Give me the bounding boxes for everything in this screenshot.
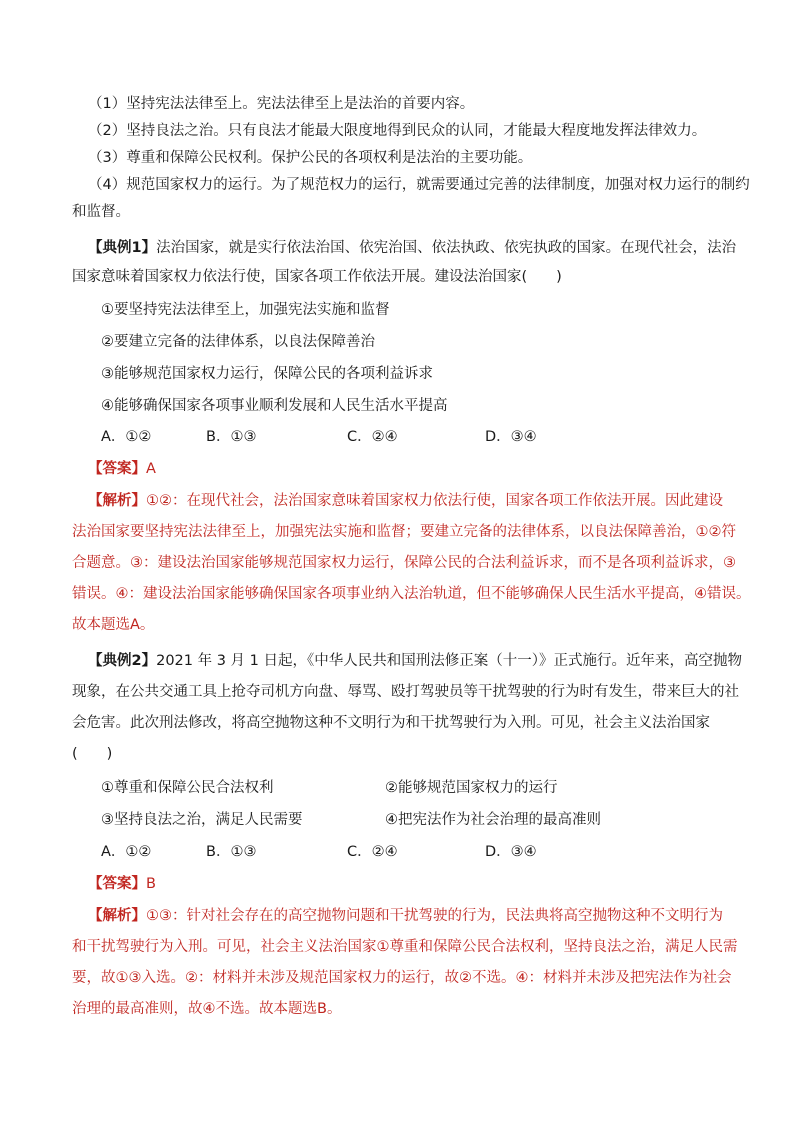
example1-stem-line1: 【典例1】法治国家，就是实行依法治国、依宪治国、依法执政、依宪执政的国家。在现代社会，法治	[88, 240, 737, 256]
example2-analysis-line4: 治理的最高准则，故④不选。故本题选B。	[72, 1001, 342, 1017]
point-4: （4）规范国家权力的运行。为了规范权力的运行，就需要通过完善的法律制度，加强对权力运行的制约	[88, 177, 750, 193]
example2-option-c: C．②④	[347, 844, 398, 860]
example2-statement-2: ②能够规范国家权力的运行	[385, 780, 558, 796]
example2-option-d: D．③④	[485, 844, 537, 860]
example1-statement-1: ①要坚持宪法法律至上，加强宪法实施和监督	[101, 302, 390, 318]
example1-analysis-line5: 故本题选A。	[72, 617, 155, 633]
example1-statement-3: ③能够规范国家权力运行，保障公民的各项利益诉求	[101, 366, 433, 382]
point-3: （3）尊重和保障公民权利。保护公民的各项权利是法治的主要功能。	[88, 150, 533, 166]
example2-analysis-tag: 【解析】	[88, 908, 146, 924]
example1-tag: 【典例1】	[88, 240, 157, 256]
example1-analysis-line1: 【解析】①②：在现代社会，法治国家意味着国家权力依法行使，国家各项工作依法开展。因此建设	[88, 493, 723, 509]
example2-stem-line2: 现象，在公共交通工具上抢夺司机方向盘、辱骂、殴打驾驶员等干扰驾驶的行为时有发生，带来巨大的社	[72, 684, 739, 700]
example1-answer-value: A	[146, 461, 156, 477]
example2-stem-line3: 会危害。此次刑法修改，将高空抛物这种不文明行为和干扰驾驶行为入刑。可见，社会主义法治国家	[72, 715, 710, 731]
example1-analysis-tag: 【解析】	[88, 493, 146, 509]
example2-statement-4: ④把宪法作为社会治理的最高准则	[385, 812, 601, 828]
example2-answer-value: B	[146, 876, 156, 892]
example2-analysis-line2: 和干扰驾驶行为入刑。可见，社会主义法治国家①尊重和保障公民合法权利，坚持良法之治，满足人民需	[72, 939, 738, 955]
example2-stem-line1: 【典例2】2021 年 3 月 1 日起，《中华人民共和国刑法修正案（十一）》正式施行。近年来，高空抛物	[88, 653, 742, 669]
example1-analysis-line4: 错误。④：建设法治国家能够确保国家各项事业纳入法治轨道，但不能够确保人民生活水平提高，④错误。	[72, 586, 751, 602]
example1-option-c: C．②④	[347, 429, 398, 445]
example2-analysis-line3: 要，故①③入选。②：材料并未涉及规范国家权力的运行，故②不选。④：材料并未涉及把宪法作为社会	[72, 970, 732, 986]
example1-answer-tag: 【答案】	[88, 461, 146, 477]
point-2: （2）坚持良法之治。只有良法才能最大限度地得到民众的认同，才能最大程度地发挥法律效力。	[88, 123, 707, 139]
example2-statement-1: ①尊重和保障公民合法权利	[101, 780, 274, 796]
example2-stem-line4: ( )	[72, 746, 113, 762]
example1-stem-line2: 国家意味着国家权力依法行使，国家各项工作依法开展。建设法治国家( )	[72, 269, 562, 285]
point-1: （1）坚持宪法法律至上。宪法法律至上是法治的首要内容。	[88, 96, 475, 112]
example1-answer	[88, 459, 156, 479]
example2-analysis-line1: 【解析】①③：针对社会存在的高空抛物问题和干扰驾驶的行为，民法典将高空抛物这种不文明行为	[88, 908, 723, 924]
example2-option-b: B．①③	[206, 844, 257, 860]
example2-answer-tag: 【答案】	[88, 876, 146, 892]
example2-tag: 【典例2】	[88, 653, 157, 669]
example1-analysis-line3: 合题意。③：建设法治国家能够规范国家权力运行，保障公民的合法利益诉求，而不是各项利益诉求，③	[72, 555, 736, 571]
example1-option-b: B．①③	[206, 429, 257, 445]
point-4-cont: 和监督。	[72, 204, 130, 220]
example1-option-d: D．③④	[485, 429, 537, 445]
example2-answer	[88, 874, 156, 894]
example2-option-a: A．①②	[101, 844, 152, 860]
example2-statement-3: ③坚持良法之治，满足人民需要	[101, 812, 303, 828]
example1-statement-4: ④能够确保国家各项事业顺利发展和人民生活水平提高	[101, 398, 448, 414]
example1-option-a: A．①②	[101, 429, 152, 445]
example1-analysis-line2: 法治国家要坚持宪法法律至上，加强宪法实施和监督；要建立完备的法律体系，以良法保障善治，①②符	[72, 524, 736, 540]
example1-statement-2: ②要建立完备的法律体系，以良法保障善治	[101, 334, 375, 350]
